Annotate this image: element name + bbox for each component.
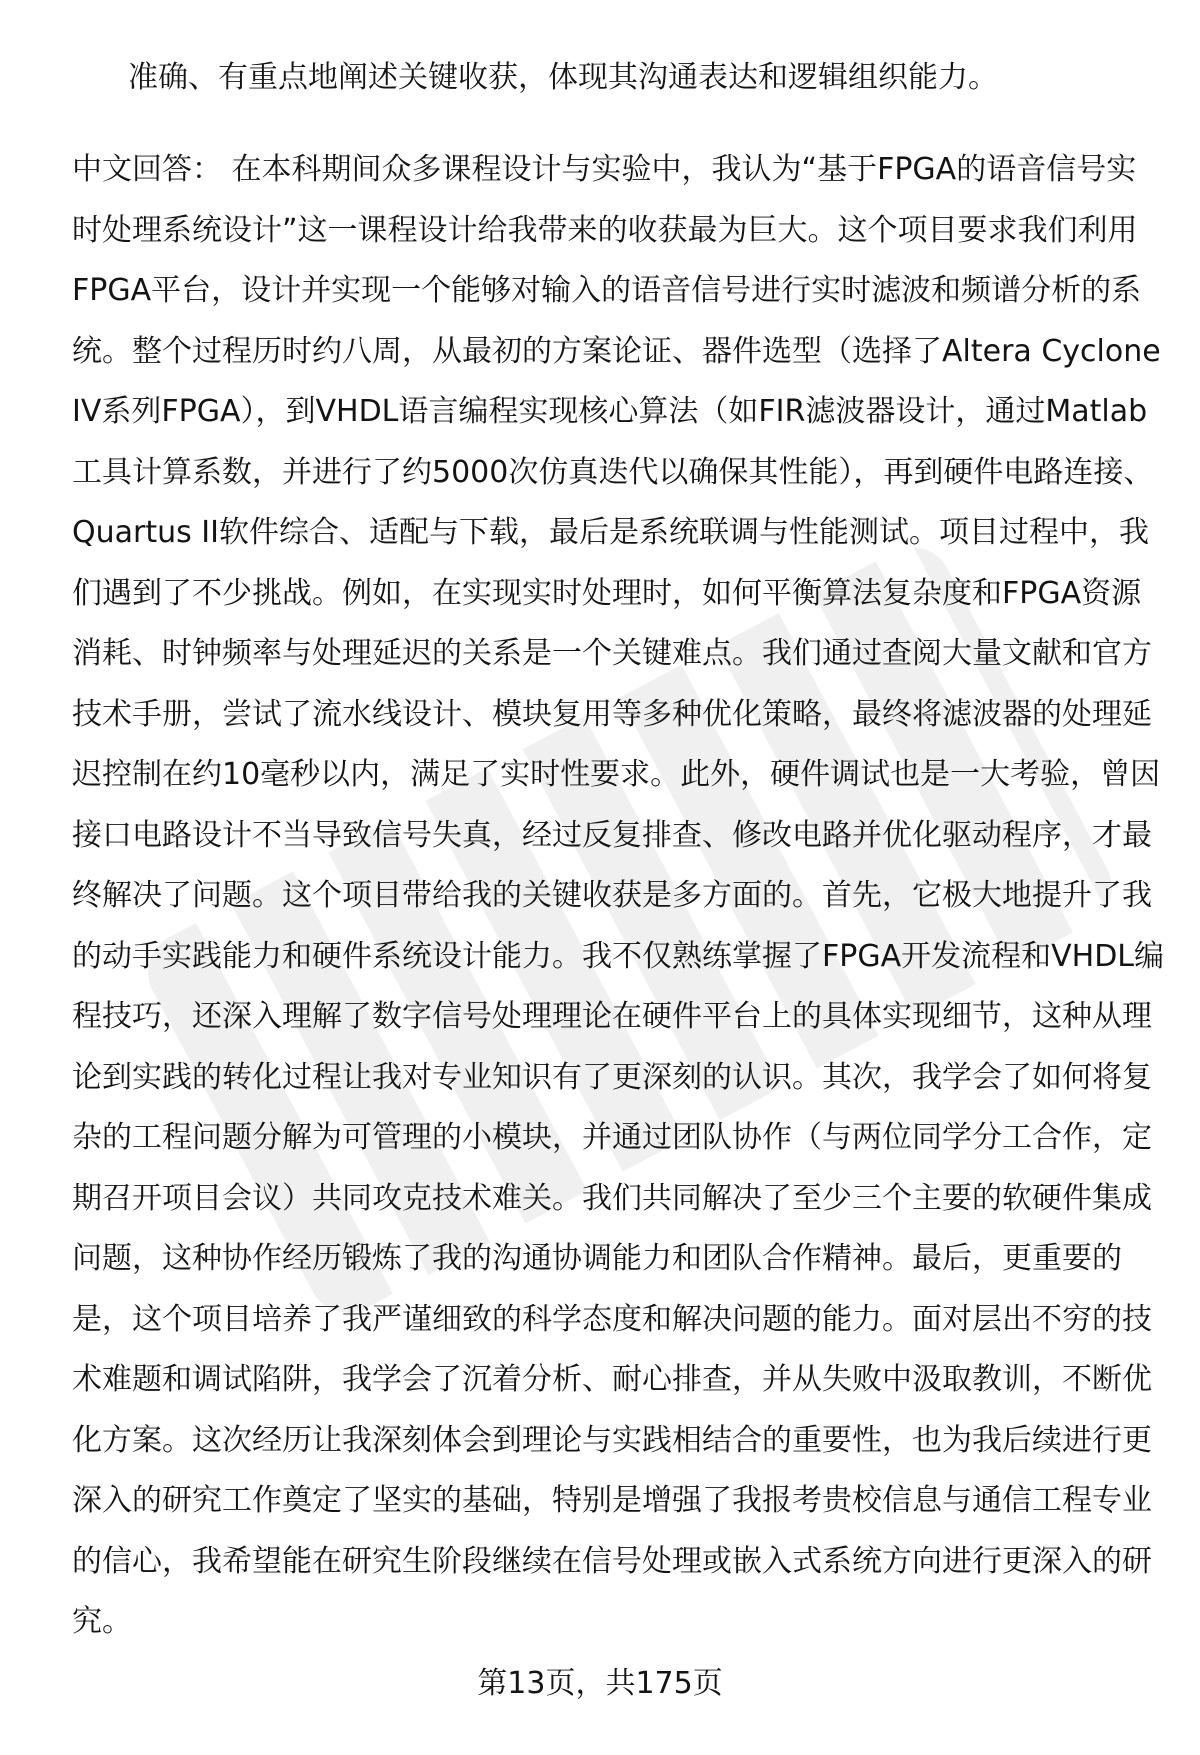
answer-line: FPGA平台，设计并实现一个能够对输入的语音信号进行实时滤波和频谱分析的系 [72, 273, 1142, 308]
intro-text: 准确、有重点地阐述关键收获，体现其沟通表达和逻辑组织能力。 [128, 60, 998, 95]
answer-line: 时处理系统设计”这一课程设计给我带来的收获最为巨大。这个项目要求我们利用 [72, 212, 1138, 248]
answer-line: 论到实践的转化过程让我对专业知识有了更深刻的认识。其次，我学会了如何将复 [72, 1059, 1152, 1095]
answer-line: 的动手实践能力和硬件系统设计能力。我不仅熟练掌握了FPGA开发流程和VHDL编 [72, 938, 1165, 974]
answer-line: 工具计算系数，并进行了约5000次仿真迭代以确保其性能），再到硬件电路连接、 [72, 454, 1154, 490]
answer-line: 期召开项目会议）共同攻克技术难关。我们共同解决了至少三个主要的软硬件集成 [72, 1180, 1152, 1216]
answer-line: 化方案。这次经历让我深刻体会到理论与实践相结合的重要性，也为我后续进行更 [72, 1422, 1152, 1458]
answer-line: 究。 [72, 1604, 132, 1639]
answer-line: 技术手册，尝试了流水线设计、模块复用等多种优化策略，最终将滤波器的处理延 [72, 696, 1152, 732]
answer-paragraph [72, 140, 1165, 1653]
answer-line: 程技巧，还深入理解了数字信号处理理论在硬件平台上的具体实现细节，这种从理 [72, 999, 1152, 1034]
answer-line: 接口电路设计不当导致信号失真，经过反复排查、修改电路并优化驱动程序，才最 [72, 817, 1152, 853]
answer-line: 是，这个项目培养了我严谨细致的科学态度和解决问题的能力。面对层出不穷的技 [72, 1301, 1152, 1337]
page-number: 第13页，共175页 [477, 1666, 723, 1701]
answer-line: 术难题和调试陷阱，我学会了沉着分析、耐心排查，并从失败中汲取教训，不断优 [72, 1362, 1152, 1397]
answer-line: 深入的研究工作奠定了坚实的基础，特别是增强了我报考贵校信息与通信工程专业 [72, 1483, 1152, 1518]
answer-line: Quartus II软件综合、适配与下载，最后是系统联调与性能测试。项目过程中，我 [72, 515, 1149, 550]
answer-line: IV系列FPGA），到VHDL语言编程实现核心算法（如FIR滤波器设计，通过Matlab [72, 394, 1148, 429]
answer-line: 中文回答： 在本科期间众多课程设计与实验中，我认为“基于FPGA的语音信号实 [72, 152, 1137, 187]
answer-line: 迟控制在约10毫秒以内，满足了实时性要求。此外，硬件调试也是一大考验，曾因 [72, 757, 1161, 792]
answer-line: 终解决了问题。这个项目带给我的关键收获是多方面的。首先，它极大地提升了我 [72, 878, 1152, 913]
answer-line: 问题，这种协作经历锻炼了我的沟通协调能力和团队合作精神。最后，更重要的 [72, 1241, 1122, 1276]
answer-line: 统。整个过程历时约八周，从最初的方案论证、器件选型（选择了Altera Cyclone [72, 333, 1161, 369]
answer-line: 消耗、时钟频率与处理延迟的关系是一个关键难点。我们通过查阅大量文献和官方 [72, 636, 1152, 671]
answer-line: 的信心，我希望能在研究生阶段继续在信号处理或嵌入式系统方向进行更深入的研 [72, 1543, 1152, 1579]
answer-line: 们遇到了不少挑战。例如，在实现实时处理时，如何平衡算法复杂度和FPGA资源 [72, 575, 1142, 611]
answer-line: 杂的工程问题分解为可管理的小模块，并通过团队协作（与两位同学分工合作，定 [72, 1120, 1152, 1155]
